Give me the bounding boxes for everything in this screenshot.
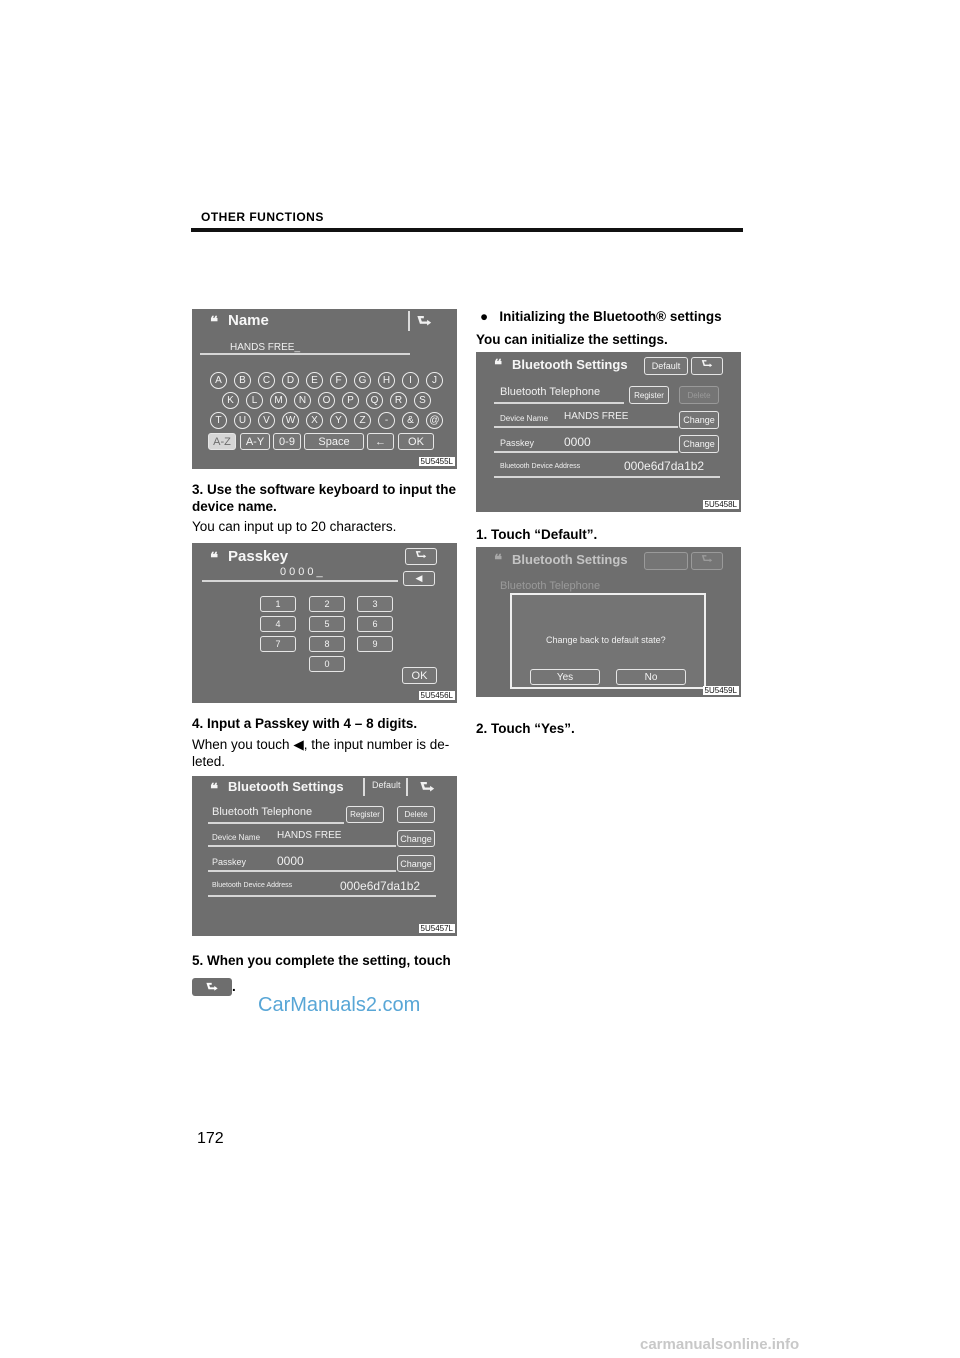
back-button-icon: ⮑ bbox=[192, 978, 232, 996]
address-value: 000e6d7da1b2 bbox=[624, 459, 705, 473]
key-T[interactable]: T bbox=[210, 412, 227, 429]
screen-title: Bluetooth Settings bbox=[512, 357, 628, 372]
step-5-text: 5. When you complete the setting, touch bbox=[192, 953, 451, 968]
phone-icon: ❝ bbox=[494, 357, 503, 374]
change-name-button[interactable]: Change bbox=[679, 411, 719, 429]
key-@[interactable]: @ bbox=[426, 412, 443, 429]
page-number: 172 bbox=[197, 1130, 224, 1147]
ok-key[interactable]: OK bbox=[398, 433, 434, 450]
row-underline bbox=[494, 451, 678, 453]
address-label: Bluetooth Device Address bbox=[500, 463, 581, 470]
device-name-label: Device Name bbox=[212, 833, 261, 842]
digit-key-2[interactable]: 2 bbox=[309, 596, 345, 612]
backspace-key[interactable]: ← bbox=[367, 433, 394, 450]
key--[interactable]: - bbox=[378, 412, 395, 429]
default-button[interactable]: Default bbox=[644, 357, 688, 375]
no-button[interactable]: No bbox=[616, 669, 686, 685]
key-G[interactable]: G bbox=[354, 372, 371, 389]
key-F[interactable]: F bbox=[330, 372, 347, 389]
row-underline bbox=[494, 402, 624, 404]
confirm-dialog-screen bbox=[476, 547, 741, 697]
telephone-label: Bluetooth Telephone bbox=[212, 806, 313, 818]
bullet-icon: ● bbox=[480, 309, 489, 324]
key-U[interactable]: U bbox=[234, 412, 251, 429]
digit-key-6[interactable]: 6 bbox=[357, 616, 393, 632]
phone-icon: ❝ bbox=[210, 314, 219, 331]
figure-code: 5U5457L bbox=[420, 924, 453, 933]
digit-key-0[interactable]: 0 bbox=[309, 656, 345, 672]
key-Y[interactable]: Y bbox=[330, 412, 347, 429]
step-3-note: You can input up to 20 characters. bbox=[192, 519, 397, 534]
device-name-value: HANDS FREE bbox=[564, 411, 629, 422]
screen-title: Bluetooth Settings bbox=[228, 779, 344, 794]
step-4-note-after: , the input number is de-leted. bbox=[192, 737, 450, 769]
footer-url: carmanualsonline.info bbox=[640, 1336, 800, 1353]
passkey-label: Passkey bbox=[212, 857, 247, 867]
register-button[interactable]: Register bbox=[346, 806, 384, 823]
change-passkey-button[interactable]: Change bbox=[679, 435, 719, 453]
row-underline bbox=[208, 870, 396, 872]
dialog-box bbox=[510, 593, 706, 689]
back-button[interactable]: ⮑ bbox=[405, 548, 437, 565]
step-5-heading: 5. When you complete the setting, touch ⮑ . bbox=[192, 953, 451, 995]
row-underline bbox=[208, 845, 396, 847]
input-underline bbox=[200, 353, 410, 355]
delete-button[interactable]: Delete bbox=[679, 386, 719, 404]
phone-icon: ❝ bbox=[494, 552, 503, 569]
key-P[interactable]: P bbox=[342, 392, 359, 409]
step-4-heading: 4. Input a Passkey with 4 – 8 digits. bbox=[192, 716, 418, 731]
digit-key-1[interactable]: 1 bbox=[260, 596, 296, 612]
header-rule bbox=[191, 228, 743, 232]
key-L[interactable]: L bbox=[246, 392, 263, 409]
key-A[interactable]: A bbox=[210, 372, 227, 389]
key-N[interactable]: N bbox=[294, 392, 311, 409]
yes-button[interactable]: Yes bbox=[530, 669, 600, 685]
name-input-text: HANDS FREE_ bbox=[230, 342, 301, 353]
step-1-text: 1. Touch “Default”. bbox=[476, 527, 598, 542]
register-button[interactable]: Register bbox=[629, 386, 669, 404]
phone-icon: ❝ bbox=[210, 781, 219, 798]
digit-key-4[interactable]: 4 bbox=[260, 616, 296, 632]
change-name-button[interactable]: Change bbox=[397, 830, 435, 847]
watermark: CarManuals2.com bbox=[258, 994, 421, 1016]
screen-title: Name bbox=[228, 312, 269, 329]
passkey-value: 0000 bbox=[564, 435, 591, 449]
key-V[interactable]: V bbox=[258, 412, 275, 429]
key-Z[interactable]: Z bbox=[354, 412, 371, 429]
delete-digit-button[interactable]: ◀ bbox=[403, 571, 435, 586]
screen-title: Passkey bbox=[228, 548, 289, 565]
row-underline bbox=[494, 426, 678, 428]
key-C[interactable]: C bbox=[258, 372, 275, 389]
section-intro: You can initialize the settings. bbox=[476, 332, 668, 347]
input-underline bbox=[202, 580, 398, 582]
device-name-value: HANDS FREE bbox=[277, 830, 342, 841]
az-key[interactable]: A-Z bbox=[208, 433, 236, 450]
title-separator bbox=[363, 778, 365, 796]
passkey-value: 0000 bbox=[277, 854, 304, 868]
step-4-note bbox=[192, 736, 464, 770]
left-triangle-icon: ◀ bbox=[293, 737, 304, 752]
digit-key-8[interactable]: 8 bbox=[309, 636, 345, 652]
ok-button[interactable]: OK bbox=[402, 667, 437, 684]
key-J[interactable]: J bbox=[426, 372, 443, 389]
default-button-dim bbox=[644, 552, 688, 570]
digit-key-7[interactable]: 7 bbox=[260, 636, 296, 652]
back-icon[interactable]: ⮑ bbox=[417, 313, 432, 330]
figure-code: 5U5455L bbox=[420, 457, 453, 466]
back-icon[interactable]: ⮑ bbox=[420, 779, 435, 796]
address-value: 000e6d7da1b2 bbox=[340, 879, 421, 893]
figure-code: 5U5459L bbox=[704, 686, 737, 695]
section-heading-text: Initializing the Bluetooth® settings bbox=[499, 309, 722, 324]
back-button[interactable]: ⮑ bbox=[691, 357, 723, 375]
title-separator bbox=[406, 778, 408, 796]
step-2-text: 2. Touch “Yes”. bbox=[476, 721, 575, 736]
key-R[interactable]: R bbox=[390, 392, 407, 409]
key-M[interactable]: M bbox=[270, 392, 287, 409]
bluetooth-settings-screen-2 bbox=[476, 352, 741, 512]
key-X[interactable]: X bbox=[306, 412, 323, 429]
space-key[interactable]: Space bbox=[304, 433, 364, 450]
delete-button[interactable]: Delete bbox=[397, 806, 435, 823]
step-4-note-before: When you touch bbox=[192, 737, 290, 752]
screen-title: Bluetooth Settings bbox=[512, 552, 628, 567]
key-D[interactable]: D bbox=[282, 372, 299, 389]
passkey-screen bbox=[192, 543, 457, 703]
digit-key-5[interactable]: 5 bbox=[309, 616, 345, 632]
row-underline bbox=[494, 476, 720, 478]
section-heading bbox=[480, 308, 750, 325]
passkey-input-text: 0000_ bbox=[280, 566, 326, 578]
key-S[interactable]: S bbox=[414, 392, 431, 409]
device-name-label: Device Name bbox=[500, 414, 549, 423]
key-Q[interactable]: Q bbox=[366, 392, 383, 409]
figure-code: 5U5456L bbox=[420, 691, 453, 700]
back-button-dim: ⮑ bbox=[691, 552, 723, 570]
key-E[interactable]: E bbox=[306, 372, 323, 389]
ay-key[interactable]: A-Y bbox=[240, 433, 270, 450]
telephone-label-dim: Bluetooth Telephone bbox=[500, 580, 601, 592]
row-underline bbox=[208, 895, 436, 897]
step-3-heading: 3. Use the software keyboard to input the device name. bbox=[192, 482, 457, 514]
name-keyboard-screen bbox=[192, 309, 457, 469]
default-button[interactable]: Default bbox=[372, 780, 401, 790]
passkey-label: Passkey bbox=[500, 438, 535, 448]
change-passkey-button[interactable]: Change bbox=[397, 855, 435, 872]
digit-key-3[interactable]: 3 bbox=[357, 596, 393, 612]
address-label: Bluetooth Device Address bbox=[212, 882, 293, 889]
key-I[interactable]: I bbox=[402, 372, 419, 389]
title-separator bbox=[408, 311, 410, 331]
key-H[interactable]: H bbox=[378, 372, 395, 389]
key-W[interactable]: W bbox=[282, 412, 299, 429]
key-O[interactable]: O bbox=[318, 392, 335, 409]
row-underline bbox=[208, 822, 344, 824]
dialog-message: Change back to default state? bbox=[546, 635, 666, 645]
phone-icon: ❝ bbox=[210, 550, 219, 567]
key-B[interactable]: B bbox=[234, 372, 251, 389]
figure-code: 5U5458L bbox=[704, 500, 737, 509]
telephone-label: Bluetooth Telephone bbox=[500, 386, 601, 398]
key-K[interactable]: K bbox=[222, 392, 239, 409]
bluetooth-settings-screen bbox=[192, 776, 457, 936]
digits-key[interactable]: 0-9 bbox=[273, 433, 301, 450]
section-title: OTHER FUNCTIONS bbox=[201, 210, 324, 224]
digit-key-9[interactable]: 9 bbox=[357, 636, 393, 652]
key-&[interactable]: & bbox=[402, 412, 419, 429]
